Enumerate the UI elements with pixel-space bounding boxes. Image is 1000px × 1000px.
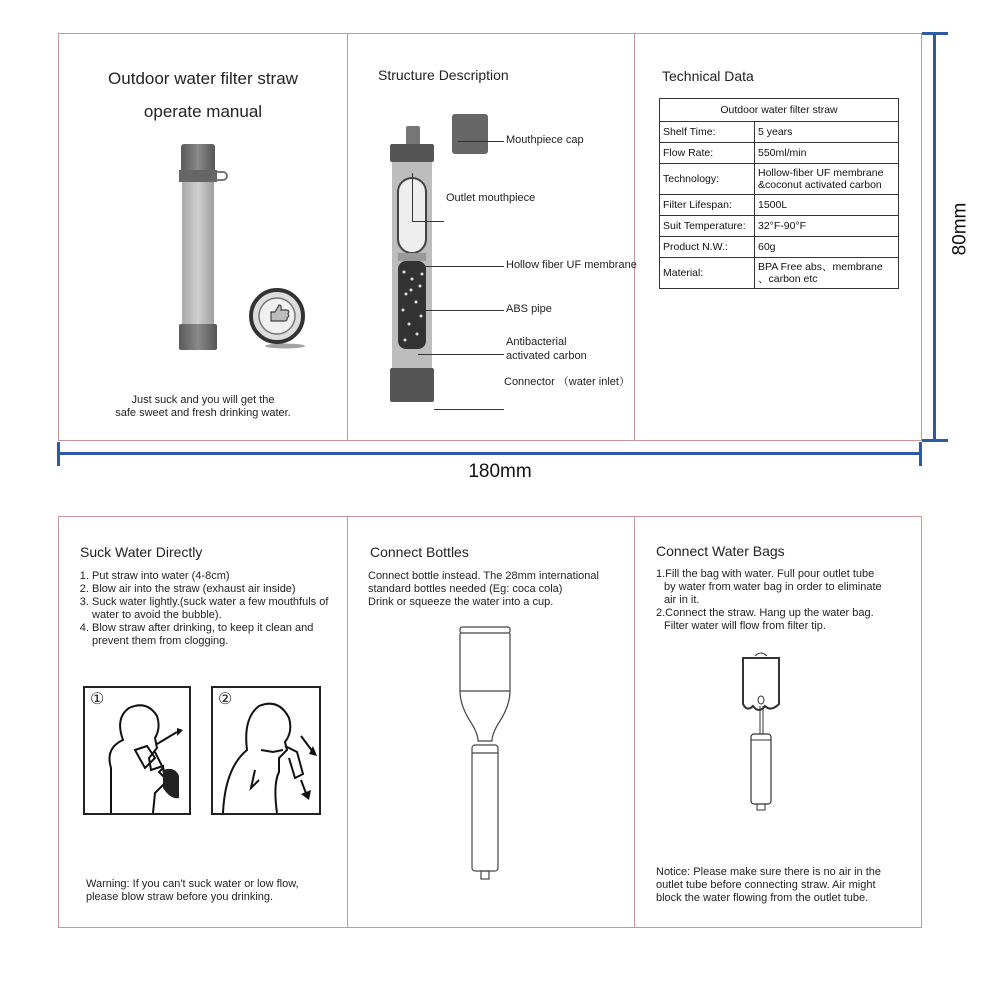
width-dimension-line — [58, 452, 922, 455]
connect-water-bags-steps — [656, 568, 918, 633]
leader-line — [434, 409, 504, 410]
structure-title: Structure Description — [378, 67, 509, 83]
technical-data-table — [659, 98, 899, 289]
table-row — [660, 237, 899, 258]
structure-cutaway-illustration — [378, 114, 488, 404]
figure-1-number: ① — [90, 689, 105, 708]
figure-2 — [211, 686, 321, 815]
cover-caption — [59, 394, 347, 420]
connect-bottles-title: Connect Bottles — [370, 544, 469, 560]
cover-title-line1: Outdoor water filter straw — [108, 69, 298, 88]
row-value: 550ml/min — [755, 143, 899, 164]
height-dimension-line — [933, 33, 936, 441]
row-key: Material: — [660, 258, 755, 289]
label-connector: Connector （water inlet） — [504, 376, 630, 388]
bottles-text-line3: Drink or squeeze the water into a cup. — [368, 596, 554, 608]
step-item: 1. Put straw into water (4-8cm) — [92, 570, 352, 583]
label-antibacterial: Antibacterial — [506, 336, 567, 348]
leader-line — [418, 354, 504, 355]
figure-1 — [83, 686, 191, 815]
bags-step1-line2: by water from water bag in order to eliminate — [664, 581, 882, 593]
connect-bottles-panel — [348, 517, 634, 927]
row-value: 1500L — [755, 195, 899, 216]
bottle-with-straw-illustration — [448, 621, 528, 881]
table-row — [660, 143, 899, 164]
cover-panel — [59, 34, 347, 440]
bags-step1-line1: 1.Fill the bag with water. Full pour outlet tube — [656, 568, 875, 580]
warning-line2: please blow straw before you drinking. — [86, 891, 274, 903]
table-header-row — [660, 99, 899, 122]
label-outlet-mouthpiece: Outlet mouthpiece — [446, 192, 536, 204]
connect-bottles-text — [368, 570, 630, 609]
leader-line — [408, 266, 504, 267]
row-key: Filter Lifespan: — [660, 195, 755, 216]
row-key: Technology: — [660, 164, 755, 195]
row-key: Shelf Time: — [660, 122, 755, 143]
water-bag-with-straw-illustration — [735, 652, 815, 872]
connect-water-bags-title: Connect Water Bags — [656, 543, 785, 559]
label-abs-pipe: ABS pipe — [506, 303, 552, 315]
step-item: 2. Blow air into the straw (exhaust air inside) — [92, 583, 352, 596]
row-value: 60g — [755, 237, 899, 258]
row-key: Product N.W.: — [660, 237, 755, 258]
label-mouthpiece-cap: Mouthpiece cap — [506, 134, 584, 146]
suck-water-panel — [59, 517, 347, 927]
notice-line1: Notice: Please make sure there is no air in the — [656, 866, 882, 878]
figure-2-number: ② — [218, 689, 233, 708]
step-item: 4. Blow straw after drinking, to keep it clean and prevent them from clogging. — [92, 622, 352, 648]
leader-line — [412, 173, 413, 221]
row-key: Flow Rate: — [660, 143, 755, 164]
bottles-text-line1: Connect bottle instead. The 28mm international — [368, 570, 599, 582]
row-value: BPA Free abs、membrane 、carbon etc — [755, 258, 899, 289]
person-sucking-straw-illustration — [85, 688, 189, 813]
height-dimension-label-wrap — [942, 200, 982, 260]
connect-water-bags-notice — [656, 866, 918, 905]
bottles-text-line2: standard bottles needed (Eg: coca cola) — [368, 583, 563, 595]
best-choice-badge-icon — [247, 284, 317, 354]
bottom-panels — [58, 516, 922, 928]
row-value: Hollow-fiber UF membrane &coconut activated carbon — [755, 164, 899, 195]
table-row — [660, 122, 899, 143]
leader-line — [420, 310, 504, 311]
person-blowing-straw-illustration — [213, 688, 319, 813]
suck-water-steps — [78, 570, 352, 648]
notice-line3: block the water flowing from the outlet tube. — [656, 892, 869, 904]
technical-title: Technical Data — [662, 68, 754, 84]
label-activated-carbon: activated carbon — [506, 350, 587, 362]
bags-step1-line3: air in it. — [664, 594, 700, 606]
cover-caption-line1: Just suck and you will get the — [131, 394, 275, 406]
row-value: 32°F-90°F — [755, 216, 899, 237]
bags-step2-line2: Filter water will flow from filter tip. — [664, 620, 826, 632]
bags-step2-line1: 2.Connect the straw. Hang up the water bag. — [656, 607, 874, 619]
table-row — [660, 195, 899, 216]
leader-line — [458, 141, 504, 142]
step-item: 3. Suck water lightly.(suck water a few mouthfuls of water to avoid the bubble). — [92, 596, 352, 622]
row-value: 5 years — [755, 122, 899, 143]
height-dimension-label: 80mm — [949, 202, 971, 256]
label-hollow-fiber: Hollow fiber UF membrane — [506, 259, 637, 271]
row-key: Suit Temperature: — [660, 216, 755, 237]
table-row — [660, 216, 899, 237]
height-dimension-tick — [922, 439, 948, 442]
warning-line1: Warning: If you can't suck water or low flow, — [86, 878, 299, 890]
width-dimension-label: 180mm — [468, 461, 532, 482]
suck-water-warning — [86, 878, 299, 904]
cover-caption-line2: safe sweet and fresh drinking water. — [115, 407, 291, 419]
suck-water-title: Suck Water Directly — [80, 544, 203, 560]
table-row — [660, 258, 899, 289]
notice-line2: outlet tube before connecting straw. Air might — [656, 879, 876, 891]
cover-title-line2: operate manual — [143, 102, 263, 121]
top-panels — [58, 33, 922, 441]
connect-water-bags-panel — [635, 517, 923, 927]
structure-panel — [348, 34, 637, 440]
table-header: Outdoor water filter straw — [660, 99, 899, 122]
technical-panel — [635, 34, 923, 440]
height-dimension-tick — [922, 32, 948, 35]
leader-line — [412, 221, 444, 222]
table-row — [660, 164, 899, 195]
